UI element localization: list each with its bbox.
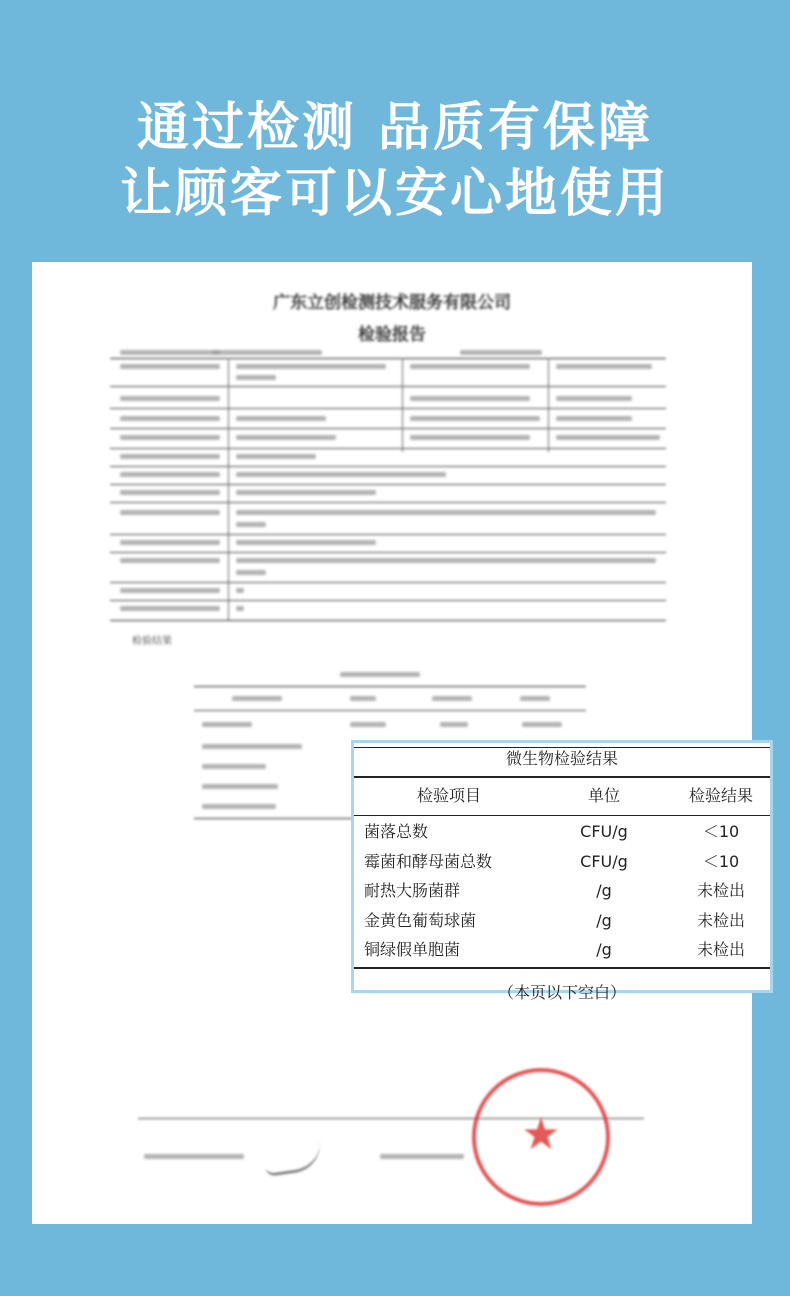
column-header-item: 检验项目 <box>416 786 481 805</box>
headline-line-2: 让顾客可以安心地使用 <box>119 164 670 224</box>
row-result: 未检出 <box>696 911 745 930</box>
table-footer-note: （本页以下空白） <box>497 983 626 1002</box>
row-result: 未检出 <box>696 940 745 959</box>
zoom-table-title: 微生物检验结果 <box>505 749 618 768</box>
row-result: ＜10 <box>702 852 740 871</box>
zoomed-results-table <box>351 740 773 1002</box>
row-unit: /g <box>596 911 612 930</box>
report-section-title: 检验结果 <box>132 636 172 647</box>
row-unit: CFU/g <box>580 852 628 871</box>
headline-line-1: 通过检测 品质有保障 <box>136 98 654 158</box>
report-org-name: 广东立创检测技术服务有限公司 <box>273 293 511 313</box>
row-unit: CFU/g <box>580 822 628 841</box>
column-header-result: 检验结果 <box>688 786 753 805</box>
row-item: 耐热大肠菌群 <box>364 881 461 900</box>
seal-star-icon: ★ <box>521 1109 561 1160</box>
row-unit: /g <box>596 940 612 959</box>
row-result: ＜10 <box>702 822 740 841</box>
official-seal <box>472 1068 610 1206</box>
row-unit: /g <box>596 881 612 900</box>
row-item: 铜绿假单胞菌 <box>364 940 461 959</box>
row-result: 未检出 <box>696 881 745 900</box>
report-doc-title: 检验报告 <box>358 325 426 345</box>
row-item: 霉菌和酵母菌总数 <box>364 852 493 871</box>
row-item: 金黄色葡萄球菌 <box>364 911 477 930</box>
row-item: 菌落总数 <box>364 822 429 841</box>
column-header-unit: 单位 <box>587 786 620 805</box>
